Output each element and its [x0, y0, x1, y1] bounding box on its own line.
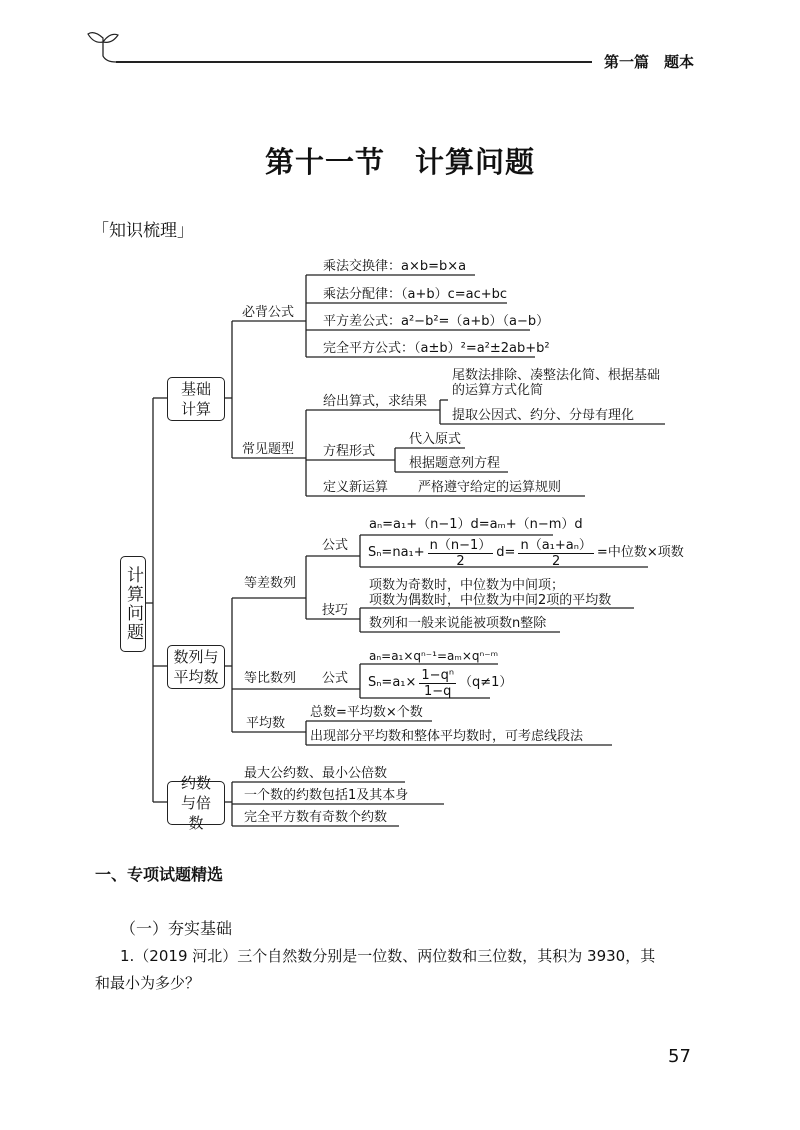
gongshi-label: 公式	[322, 538, 349, 553]
fraction-denominator: 1−q	[424, 683, 452, 699]
fraction-numerator: n（a₁+aₙ）	[520, 537, 592, 553]
technique-line: 项数为偶数时，中位数为中间2项的平均数	[369, 593, 612, 608]
page-title: 第十一节 计算问题	[264, 145, 535, 179]
gongshi-label: 公式	[322, 671, 349, 686]
knowledge-heading: 「知识梳理」	[92, 221, 194, 241]
node-shulie	[167, 645, 225, 689]
formula-part: （q≠1）	[459, 675, 513, 690]
formula-part: Sₙ=a₁×	[368, 675, 417, 690]
average-item: 出现部分平均数和整体平均数时，可考虑线段法	[310, 729, 584, 744]
node-basic	[167, 377, 225, 421]
question-line: 和最小为多少？	[95, 974, 201, 992]
node-bibei: 必背公式	[242, 305, 295, 320]
fraction-numerator: 1−qⁿ	[421, 667, 455, 683]
root-node: 计算问题	[120, 556, 146, 652]
jiqiao-label: 技巧	[322, 603, 349, 618]
node-changjian: 常见题型	[242, 442, 295, 457]
divisor-item: 最大公约数、最小公倍数	[244, 766, 388, 781]
question-line: 1.（2019 河北）三个自然数分别是一位数、两位数和三位数，其积为 3930，其	[120, 947, 656, 965]
formula-item: 乘法分配律：（a+b）c=ac+bc	[323, 287, 508, 302]
formula-item: 完全平方公式：（a±b）²=a²±2ab+b²	[323, 341, 550, 356]
formula-sum	[368, 538, 684, 568]
node-fangcheng: 方程形式	[323, 444, 376, 459]
average-item: 总数=平均数×个数	[310, 705, 423, 720]
technique-item: 数列和一般来说能被项数n整除	[369, 616, 547, 631]
fraction-denominator: 2	[456, 553, 465, 569]
method-item: 尾数法排除、凑整法化简、根据基础的运算方式化简	[452, 368, 661, 398]
node-yueshu	[167, 774, 225, 832]
node-dengbi: 等比数列	[244, 671, 297, 686]
divisor-item: 完全平方数有奇数个约数	[244, 810, 388, 825]
formula-sum	[368, 668, 512, 698]
fraction-numerator: n（n−1）	[429, 537, 492, 553]
node-dengcha: 等差数列	[244, 576, 297, 591]
divisor-item: 一个数的约数包括1及其本身	[244, 788, 409, 803]
technique-line: 项数为奇数时，中位数为中间项；	[369, 578, 565, 593]
method-item: 代入原式	[409, 432, 462, 447]
node-dingyi: 定义新运算	[323, 480, 389, 495]
header-label: 第一篇 题本	[604, 53, 695, 71]
formula-item: aₙ=a₁+（n−1）d=aₘ+（n−m）d	[369, 517, 583, 532]
subsection-heading: （一）夯实基础	[120, 919, 233, 938]
method-item: 根据题意列方程	[409, 456, 501, 471]
formula-part: d=	[496, 545, 516, 560]
fraction	[428, 538, 494, 569]
formula-item: aₙ=a₁×qⁿ⁻¹=aₘ×qⁿ⁻ᵐ	[369, 649, 499, 663]
method-item: 严格遵守给定的运算规则	[418, 480, 562, 495]
method-item: 提取公因式、约分、分母有理化	[452, 408, 635, 423]
fraction	[419, 668, 456, 699]
node-gichu: 给出算式，求结果	[323, 394, 428, 409]
node-yueshu-label: 约数与倍数	[180, 774, 211, 832]
formula-item: 乘法交换律：a×b=b×a	[323, 259, 467, 274]
fraction	[518, 538, 593, 569]
formula-item: 平方差公式：a²−b²=（a+b）（a−b）	[323, 314, 550, 329]
fraction-denominator: 2	[552, 553, 561, 569]
node-shulie-label: 数列与平均数	[173, 648, 219, 686]
section-heading: 一、专项试题精选	[95, 865, 224, 884]
formula-part: Sₙ=na₁+	[368, 545, 425, 560]
page-number: 57	[668, 1046, 691, 1067]
formula-part: =中位数×项数	[596, 545, 684, 560]
node-basic-label: 基础计算	[180, 380, 211, 418]
node-pingjun: 平均数	[246, 716, 286, 731]
